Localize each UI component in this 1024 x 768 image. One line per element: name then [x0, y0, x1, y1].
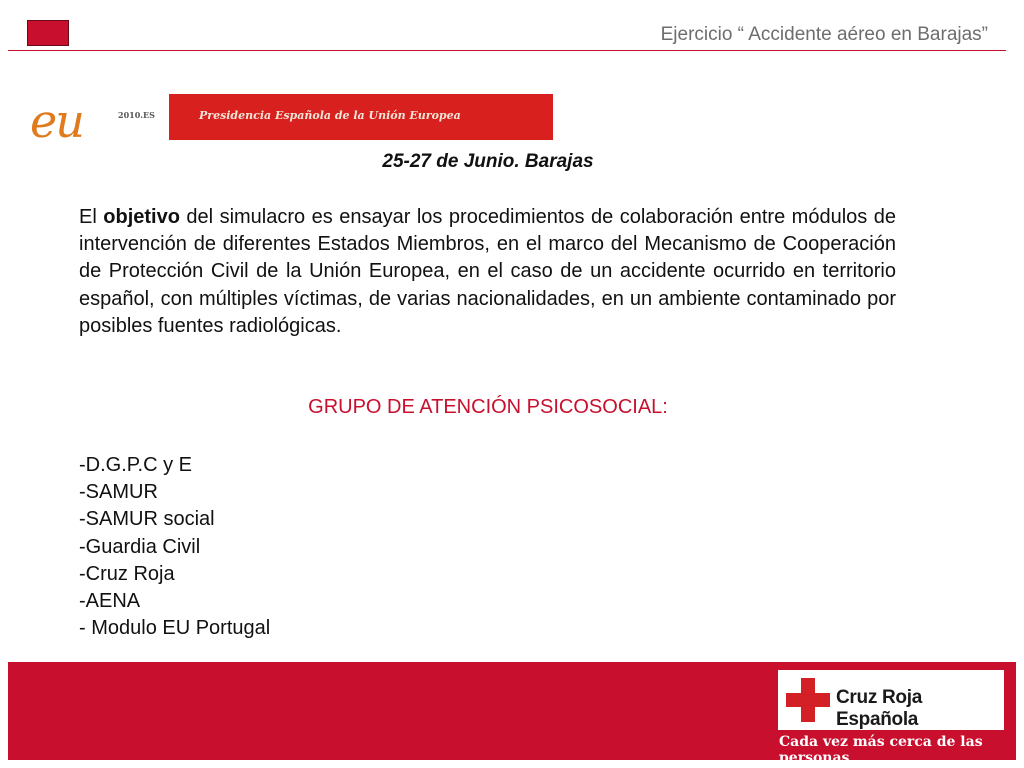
- red-square-icon: [27, 20, 69, 46]
- footer-slogan: Cada vez más cerca de las personas: [779, 734, 983, 766]
- paragraph-highlight: objetivo: [103, 206, 180, 228]
- presidency-banner-text: Presidencia Española de la Unión Europea: [199, 109, 461, 122]
- presidency-banner: [169, 94, 553, 140]
- eu-logo-text: eu: [30, 94, 83, 148]
- list-item: - Modulo EU Portugal: [79, 617, 271, 640]
- paragraph-body: del simulacro es ensayar los procedimientos de colaboración entre módulos de intervención de diferentes Estados Miembros, en el marco del Mecanismo de Cooperación de Protección Civil de la Unión Europea, en el caso de un accidente ocurrido en territorio español, con múltiples víctimas, de varias nacionalidades, en un ambiente contaminado por posibles fuentes radiológicas.: [79, 206, 897, 337]
- cruz-roja-logo: [778, 670, 1004, 730]
- list-item: -D.G.P.C y E: [79, 454, 192, 476]
- event-date: 25-27 de Junio. Barajas: [382, 151, 594, 172]
- list-item: -Guardia Civil: [79, 535, 201, 558]
- objective-paragraph: [79, 204, 896, 340]
- list-item: -SAMUR social: [79, 508, 215, 531]
- members-list: [79, 452, 270, 642]
- list-item: -SAMUR: [79, 481, 158, 504]
- slide-header-title: Ejercicio “ Accidente aéreo en Barajas”: [660, 24, 988, 45]
- group-title: GRUPO DE ATENCIÓN PSICOSOCIAL:: [308, 396, 668, 418]
- list-item: -AENA: [79, 590, 141, 613]
- list-item: -Cruz Roja: [79, 562, 175, 585]
- eu-logo-year: 2010.ES: [118, 110, 155, 120]
- paragraph-lead: El: [79, 206, 104, 228]
- red-cross-icon: [786, 678, 830, 722]
- cruz-roja-name: Cruz Roja Española: [836, 687, 922, 730]
- eu-presidency-logo: [28, 96, 153, 146]
- header-divider: [8, 50, 1006, 51]
